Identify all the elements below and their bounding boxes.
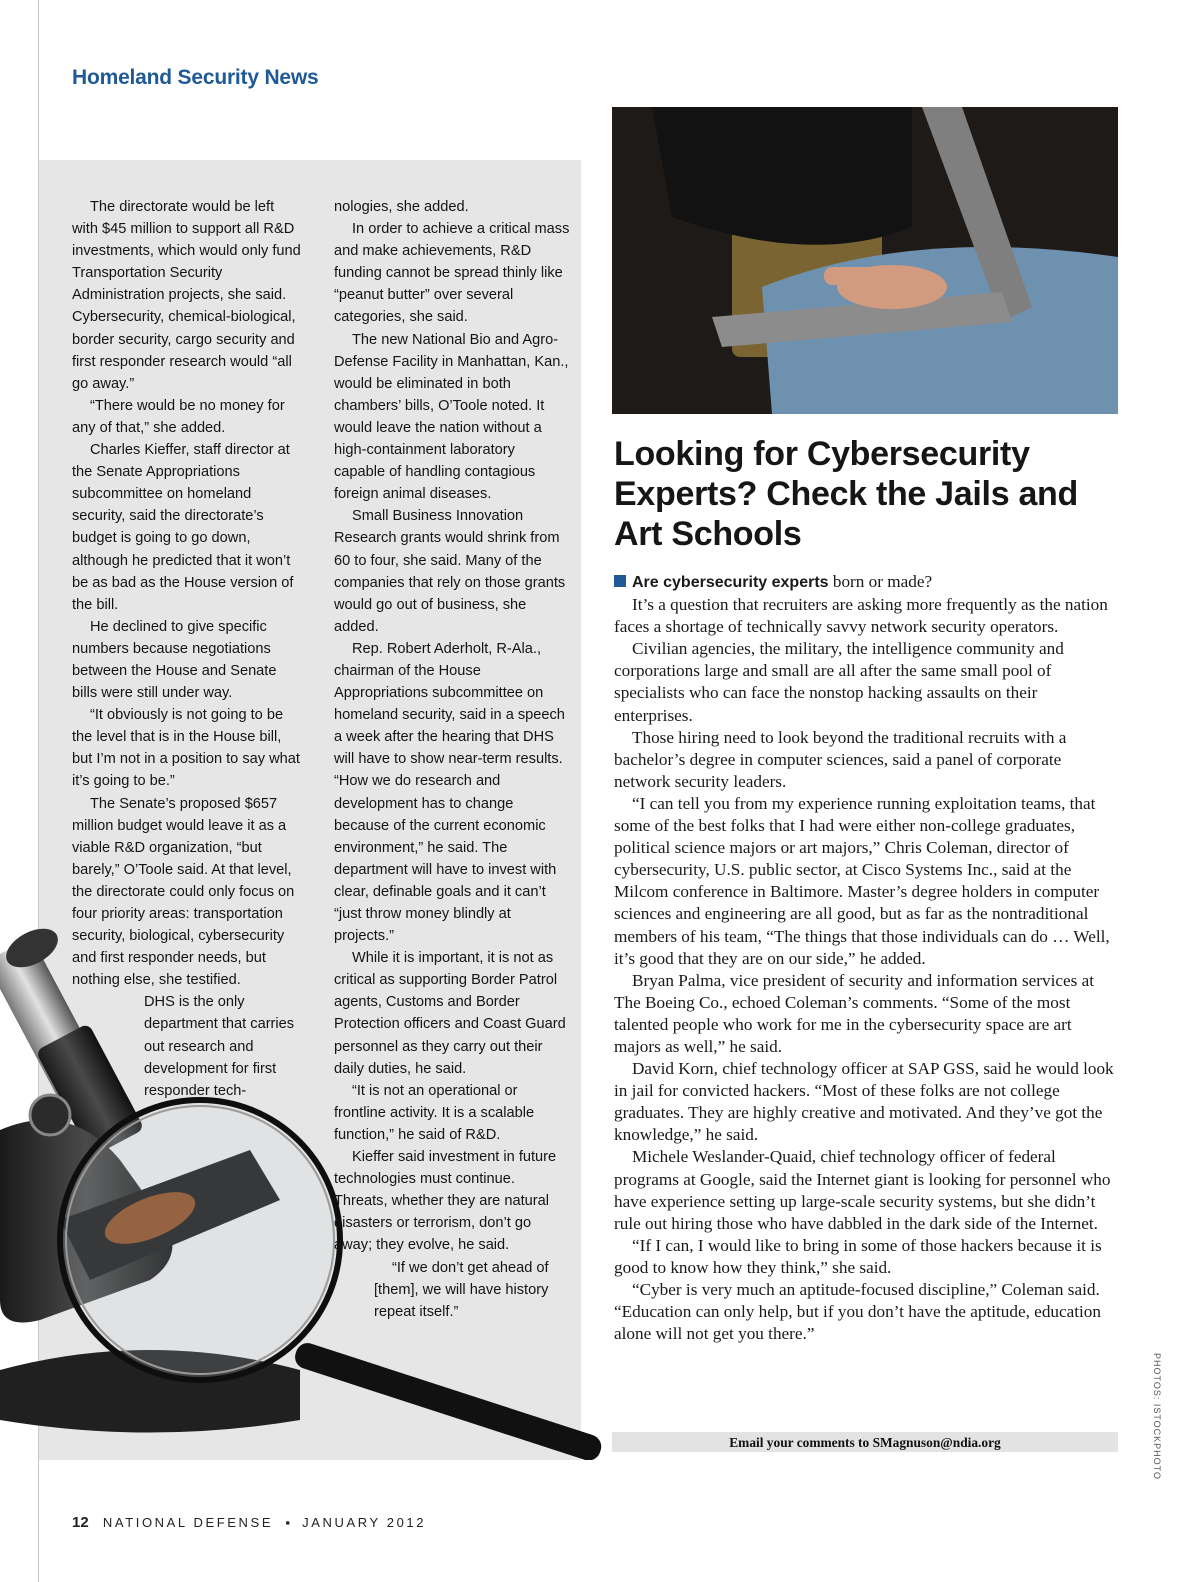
paragraph: “If we don’t get ahead of [them], we will have history repeat itself.”	[374, 1259, 549, 1320]
issue-date: JANUARY 2012	[302, 1515, 427, 1530]
lead-square-icon	[614, 575, 626, 587]
email-link[interactable]: SMagnuson@ndia.org	[872, 1435, 1001, 1450]
paragraph: He declined to give specific numbers because negotiations between the House and Senate bills were still under way.	[72, 618, 277, 702]
email-comments-bar	[612, 1432, 1118, 1452]
focus-knob	[30, 1095, 70, 1135]
laptop-user-photo	[612, 107, 1118, 414]
page-number: 12	[72, 1514, 89, 1531]
paragraph: In order to achieve a critical mass and make achievements, R&D funding cannot be spread thinly like “peanut butter” over several categories, she said.	[334, 221, 570, 326]
paragraph: The directorate would be left with $45 million to support all R&D investments, which would only fund Transportation Security Administration projects, she said. Cybersecurity, chemical-biological, border security, cargo security and first responder research would “all go away.”	[72, 199, 301, 392]
paragraph: Charles Kieffer, staff director at the Senate Appropriations subcommittee on homeland security, said the directorate’s budget is going to go down, although he predicted that it won’t be as bad as the House version of the bill.	[72, 442, 294, 613]
paragraph: “I can tell you from my experience running exploitation teams, that some of the best folks that I had were either non-college graduates, political science majors or art majors,” Chris Coleman, director of cybersecurity, U.S. public sector, at Cisco Systems Inc., said at the Milcom conference in Baltimore. Master’s degree holders in computer sciences and engineering are all good, but as far as the nontraditional members of his team, “The things that those individuals can do … Well, it’s good that they are on our side,” he added.	[614, 793, 1110, 968]
paragraph: It’s a question that recruiters are asking more frequently as the nation faces a shortage of technically savvy network security operators.	[614, 595, 1108, 637]
magnifier-handle	[292, 1340, 604, 1460]
photo-credit-text: PHOTOS: ISTOCKPHOTO	[1152, 1353, 1162, 1481]
lead-rest: born or made?	[828, 572, 933, 591]
paragraph: “It is not an operational or frontline activity. It is a scalable function,” he said of R&D.	[334, 1082, 535, 1143]
magnifying-glass-lens	[60, 1100, 340, 1380]
paragraph: “There would be no money for any of that,” she added.	[72, 397, 285, 436]
page-footer	[72, 1514, 426, 1531]
paragraph: nologies, she added.	[334, 199, 469, 215]
paragraph: The Senate’s proposed $657 million budget would leave it as a viable R&D organization, “but barely,” O’Toole said. At that level, the directorate could only focus on four priority areas: transportation security, biological, cybersecurity and first responder needs, but nothing else, she testified.	[72, 795, 295, 989]
paragraph: The new National Bio and Agro-Defense Facility in Manhattan, Kan., would be eliminated in both chambers’ bills, O’Toole noted. It would leave the nation without a high-containment laboratory capable of handling contagious foreign animal diseases.	[334, 331, 569, 503]
sidebar-column-2	[334, 196, 570, 1323]
paragraph: David Korn, chief technology officer at SAP GSS, said he would look in jail for convicted hackers. “Most of these folks are not college graduates. They are highly creative and motivated. And they’ve got the knowledge,” he said.	[614, 1059, 1114, 1145]
paragraph: Kieffer said investment in future technologies must continue. Threats, whether they are natural disasters or terrorism, don’t go away; they evolve, he said.	[334, 1149, 557, 1254]
paragraph: “It obviously is not going to be the level that is in the House bill, but I’m not in a position to say what it’s going to be.”	[72, 707, 300, 790]
lead-paragraph	[614, 571, 1116, 594]
paragraph: While it is important, it is not as critical as supporting Border Patrol agents, Customs and Border Protection officers and Coast Guard personnel as they carry out their daily duties, he said.	[334, 950, 566, 1077]
paragraph: Rep. Robert Aderholt, R-Ala., chairman of the House Appropriations subcommittee on homeland security, said in a speech a week after the hearing that DHS will have to show near-term results. “How we do research and development has to change because of the current economic environment,” he said. The department will have to invest with clear, definable goals and it can’t “just throw money blindly at projects.”	[334, 640, 565, 945]
paragraph: Michele Weslander-Quaid, chief technology officer of federal programs at Google, said the Internet giant is looking for personnel who have experience setting up large-scale security systems, but she didn’t rule out hiring those who have dabbled in the dark side of the Internet.	[614, 1147, 1111, 1233]
paragraph: DHS is the only department that carries out research and development for first responder tech-	[144, 994, 295, 1099]
email-prefix: Email your comments to	[729, 1435, 873, 1450]
paragraph: “If I can, I would like to bring in some of those hackers because it is good to know how they think,” she said.	[614, 1235, 1102, 1277]
paragraph: Small Business Innovation Research grants would shrink from 60 to four, she said. Many of the companies that rely on those grants would go out of business, she added.	[334, 508, 566, 635]
article-body	[614, 571, 1116, 1345]
paragraph: Civilian agencies, the military, the intelligence community and corporations large and small are all after the same small pool of specialists who can face the nonstop hacking assaults on their enterprises.	[614, 639, 1064, 725]
lead-bold: Are cybersecurity experts	[632, 574, 829, 591]
photo-credit	[1150, 1353, 1166, 1481]
paragraph: “Cyber is very much an aptitude-focused discipline,” Coleman said. “Education can only help, but if you don’t have the aptitude, education alone will not get you there.”	[614, 1280, 1101, 1344]
paragraph: Those hiring need to look beyond the traditional recruits with a bachelor’s degree in computer sciences, said a panel of corporate network security leaders.	[614, 727, 1067, 791]
article-headline: Looking for Cybersecurity Experts? Check the Jails and Art Schools	[614, 435, 1078, 553]
photo-illustration	[612, 107, 1118, 414]
sidebar-column-1	[72, 196, 304, 1102]
section-title: Homeland Security News	[72, 66, 319, 89]
footer-separator: ▪	[285, 1515, 290, 1530]
paragraph: Bryan Palma, vice president of security and information services at The Boeing Co., echoed Coleman’s comments. “Some of the most talented people who work for me in the cybersecurity space are art majors as well,” he said.	[614, 970, 1095, 1056]
publication-name: NATIONAL DEFENSE	[102, 1515, 274, 1530]
